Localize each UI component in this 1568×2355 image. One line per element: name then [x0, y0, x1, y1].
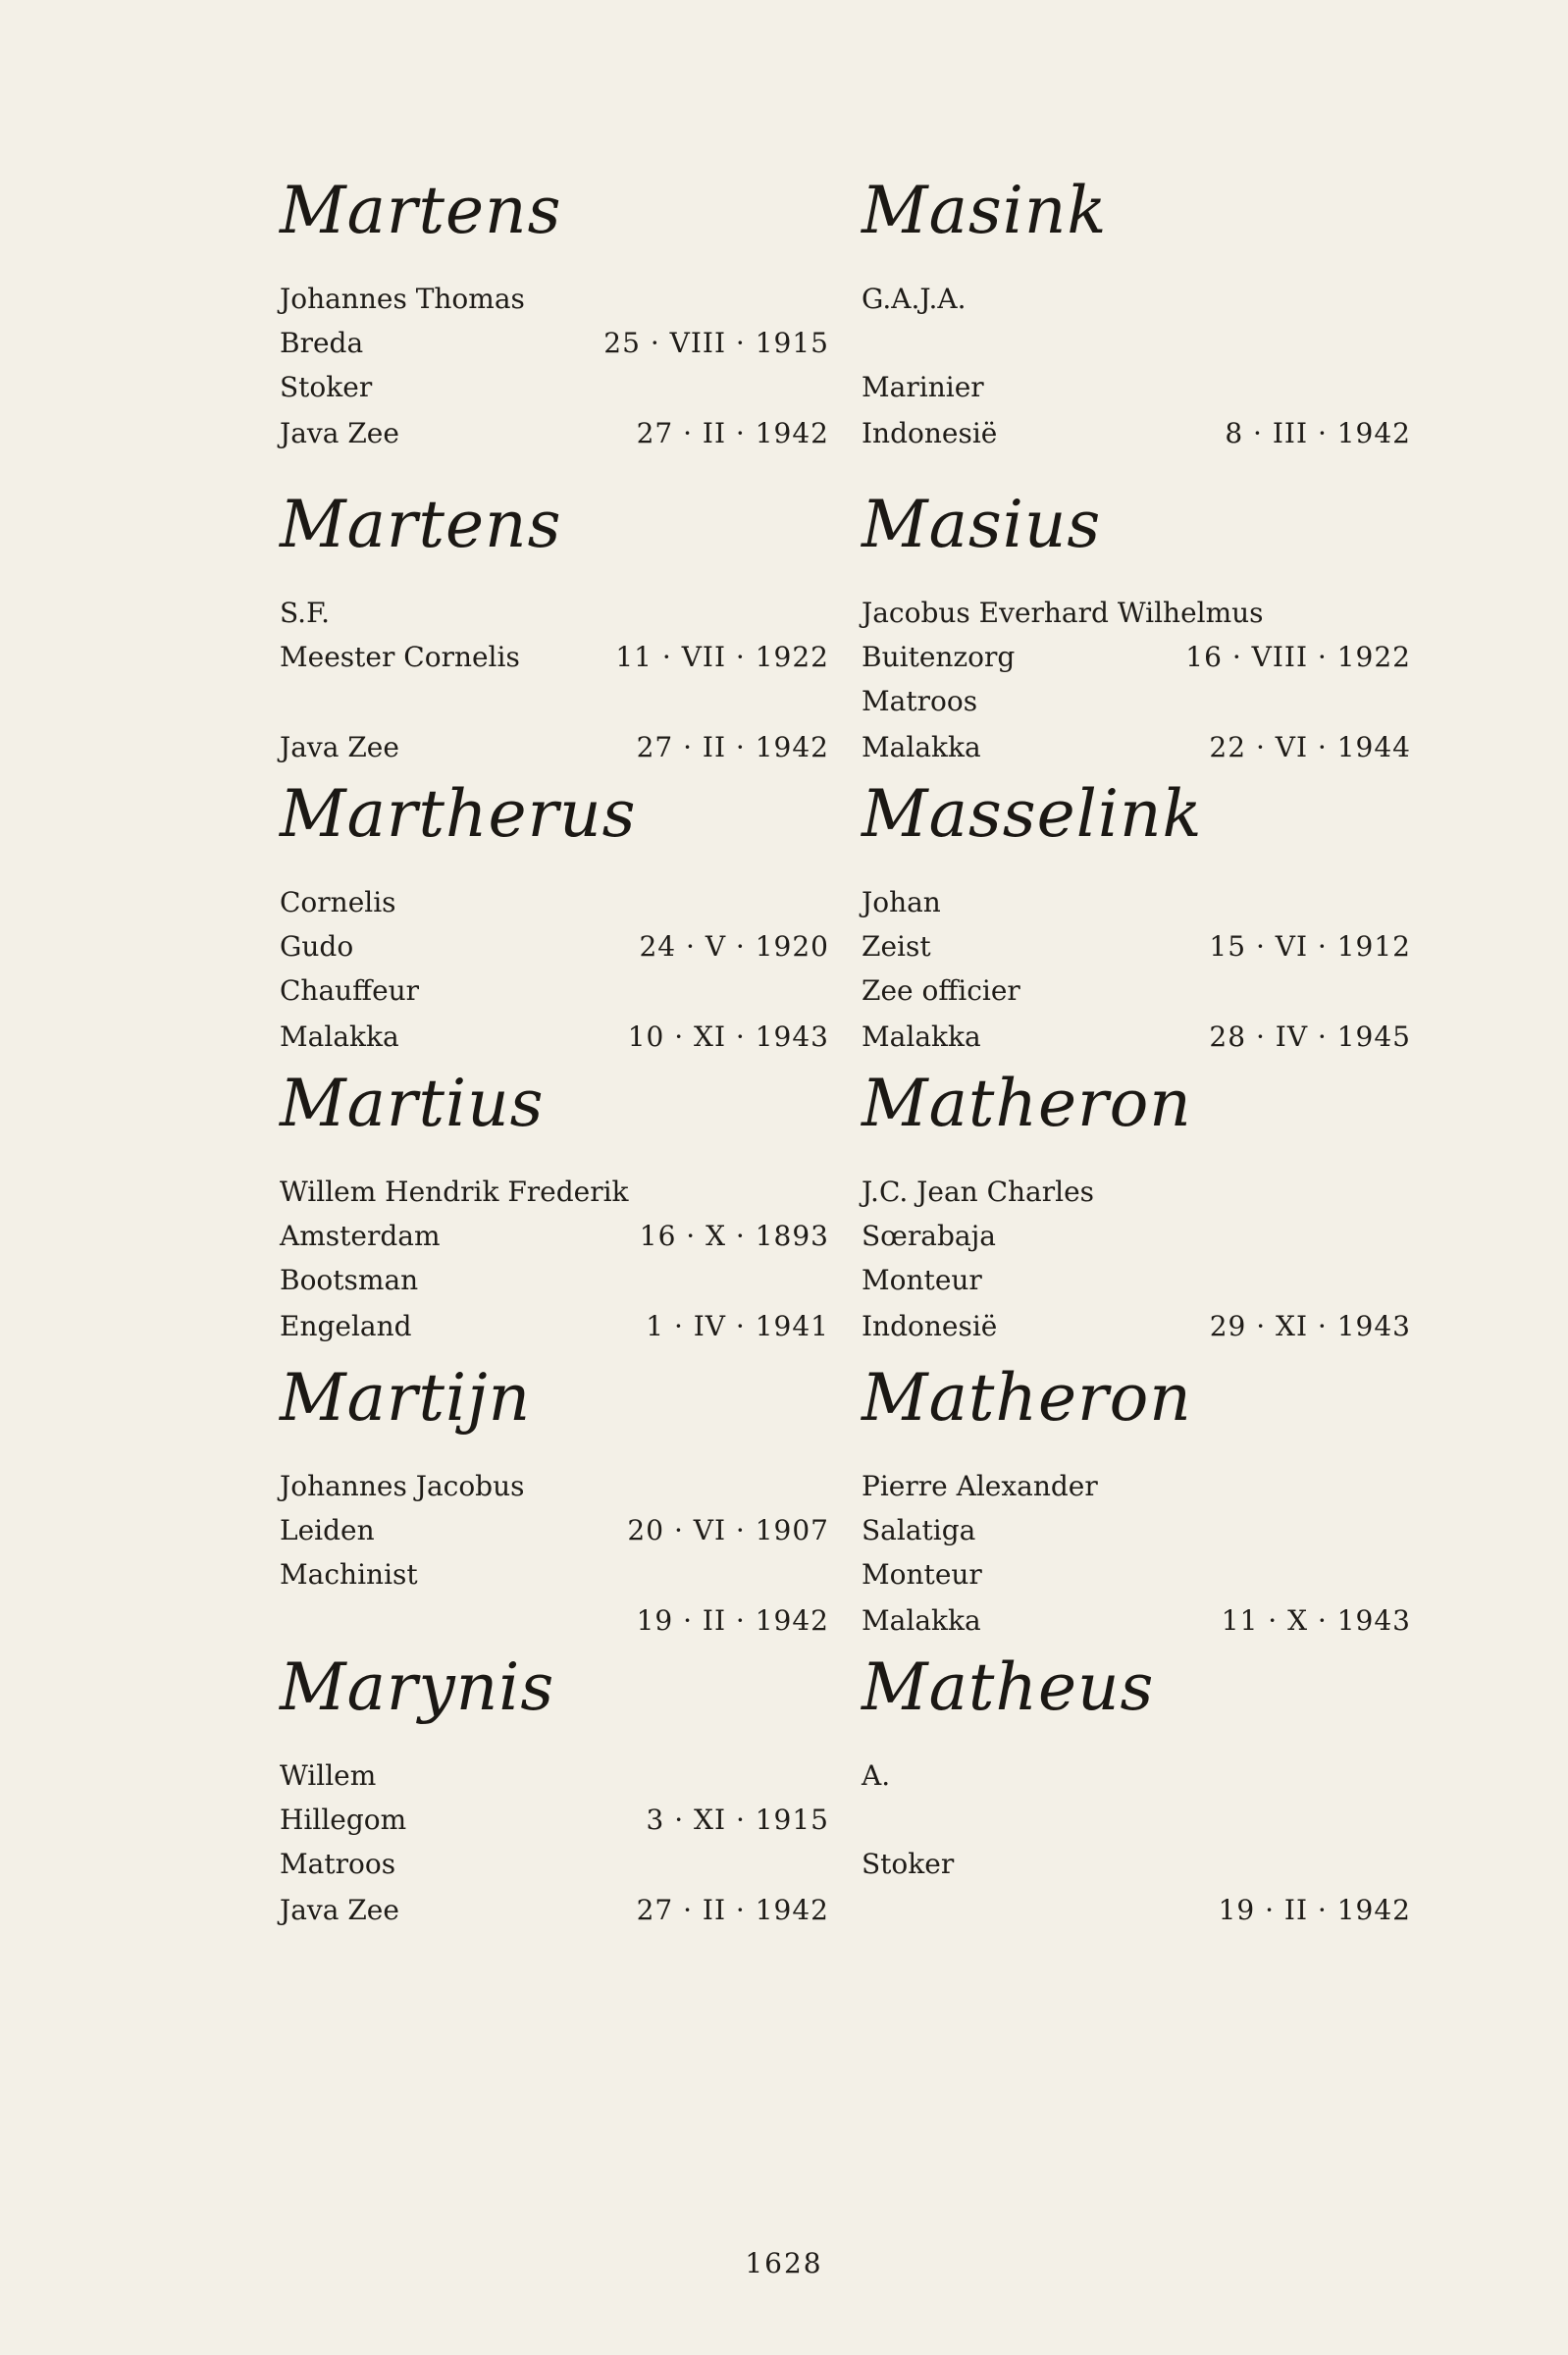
- entry-line: [862, 1217, 1411, 1256]
- entry-line: [862, 638, 1411, 677]
- register-entry: [280, 1050, 829, 1344]
- entry-line: [862, 883, 1411, 922]
- entry-line-text: Leiden: [280, 1514, 375, 1546]
- entry-line-text: Monteur: [862, 1264, 982, 1296]
- entry-line: [280, 1756, 829, 1796]
- entry-line-text: Machinist: [280, 1558, 418, 1591]
- entry-line: [862, 324, 1411, 363]
- entry-line: [862, 971, 1411, 1011]
- register-entry: [280, 157, 829, 451]
- entry-line-date: 19 · II · 1942: [636, 1604, 829, 1637]
- entry-line: [280, 971, 829, 1011]
- entry-line-text: Chauffeur: [280, 974, 420, 1007]
- entry-line: [280, 1845, 829, 1884]
- entry-line: [280, 682, 829, 721]
- entry-line-text: Marinier: [862, 371, 984, 403]
- entry-line-text: Amsterdam: [280, 1220, 441, 1252]
- entry-line-text: Bootsman: [280, 1264, 419, 1296]
- entry-line-date: 11 · VII · 1922: [615, 641, 829, 673]
- entry-line-text: Gudo: [280, 930, 354, 963]
- entry-surname: Matheron: [862, 1066, 1192, 1141]
- entry-line: [280, 414, 829, 453]
- entry-line-text: Zeist: [862, 930, 931, 963]
- entry-line: [280, 638, 829, 677]
- entry-surname: Masius: [862, 487, 1102, 562]
- entry-surname: Matheron: [862, 1360, 1192, 1436]
- register-entry: [280, 1634, 829, 1928]
- entry-line-text: Hillegom: [280, 1804, 407, 1836]
- entry-line: [862, 368, 1411, 407]
- entry-line-text: Matroos: [862, 685, 978, 717]
- entry-line: [280, 883, 829, 922]
- entry-line-text: Pierre Alexander: [862, 1470, 1098, 1502]
- entry-surname: Martens: [280, 487, 562, 562]
- entry-line-date: 8 · III · 1942: [1225, 417, 1411, 449]
- entry-line-text: Engeland: [280, 1310, 412, 1342]
- entry-line-date: 3 · XI · 1915: [646, 1804, 829, 1836]
- entry-line: [280, 1891, 829, 1930]
- entry-line-date: 27 · II · 1942: [636, 1894, 829, 1926]
- entry-line-date: 20 · VI · 1907: [627, 1514, 829, 1546]
- entry-line: [280, 927, 829, 967]
- entry-line: [280, 1261, 829, 1300]
- entry-line-date: 10 · XI · 1943: [627, 1020, 829, 1053]
- entry-surname: Masink: [862, 173, 1108, 248]
- entry-line-text: Buitenzorg: [862, 641, 1016, 673]
- entry-line-text: Stoker: [280, 371, 373, 403]
- entry-line-text: Willem: [280, 1759, 377, 1792]
- entry-line-text: Sœrabaja: [862, 1220, 996, 1252]
- entry-line: [862, 1801, 1411, 1840]
- entry-line-date: 29 · XI · 1943: [1209, 1310, 1411, 1342]
- entry-surname: Martherus: [280, 776, 637, 852]
- entry-line: [862, 1467, 1411, 1506]
- entry-line-text: Salatiga: [862, 1514, 976, 1546]
- entry-line-text: Meester Cornelis: [280, 641, 520, 673]
- register-entry: [862, 1634, 1411, 1928]
- entry-line: [862, 1307, 1411, 1346]
- entry-line-date: 22 · VI · 1944: [1209, 731, 1411, 763]
- entry-line: [862, 1845, 1411, 1884]
- entry-line: [280, 1173, 829, 1212]
- entry-line-date: 1 · IV · 1941: [646, 1310, 829, 1342]
- entry-surname: Martius: [280, 1066, 545, 1141]
- entry-line-text: Malakka: [862, 731, 981, 763]
- entry-line-text: Indonesië: [862, 1310, 998, 1342]
- entry-line-text: J.C. Jean Charles: [862, 1176, 1095, 1208]
- entry-line-text: Java Zee: [280, 731, 399, 763]
- entry-line-date: 28 · IV · 1945: [1209, 1020, 1411, 1053]
- entry-line: [862, 682, 1411, 721]
- entry-line-text: Java Zee: [280, 1894, 399, 1926]
- entry-line-date: 16 · X · 1893: [639, 1220, 829, 1252]
- entry-line: [280, 280, 829, 319]
- entry-line-text: Malakka: [862, 1604, 981, 1637]
- entry-line-text: A.: [862, 1759, 891, 1792]
- entry-surname: Matheus: [862, 1649, 1155, 1725]
- entry-line-text: S.F.: [280, 597, 331, 629]
- register-entry: [862, 471, 1411, 765]
- entry-line-text: Willem Hendrik Frederik: [280, 1176, 629, 1208]
- entry-line-text: Malakka: [280, 1020, 399, 1053]
- entry-line-date: 16 · VIII · 1922: [1185, 641, 1411, 673]
- entry-line: [862, 414, 1411, 453]
- entry-line: [280, 1511, 829, 1550]
- register-entry: [280, 760, 829, 1055]
- entry-line: [280, 1801, 829, 1840]
- register-entry: [280, 471, 829, 765]
- entry-line: [280, 1555, 829, 1595]
- entry-line-date: 27 · II · 1942: [636, 731, 829, 763]
- entry-line-date: 11 · X · 1943: [1221, 1604, 1411, 1637]
- entry-line: [862, 1261, 1411, 1300]
- entry-surname: Martens: [280, 173, 562, 248]
- entry-line-text: Indonesië: [862, 417, 998, 449]
- entry-line-text: G.A.J.A.: [862, 283, 967, 315]
- entry-line-text: Malakka: [862, 1020, 981, 1053]
- register-entry: [862, 760, 1411, 1055]
- entry-line: [862, 1511, 1411, 1550]
- entry-line-text: Johannes Thomas: [280, 283, 525, 315]
- entry-line-date: 25 · VIII · 1915: [603, 327, 829, 359]
- entry-line-text: Matroos: [280, 1848, 396, 1880]
- register-entry: [280, 1344, 829, 1639]
- entry-line-date: 19 · II · 1942: [1218, 1894, 1411, 1926]
- entry-line-text: Jacobus Everhard Wilhelmus: [862, 597, 1264, 629]
- entry-line: [862, 1756, 1411, 1796]
- entry-line: [280, 1307, 829, 1346]
- entry-line: [280, 368, 829, 407]
- entry-surname: Marynis: [280, 1649, 555, 1725]
- entry-line-text: Stoker: [862, 1848, 955, 1880]
- entry-line-text: Zee officier: [862, 974, 1020, 1007]
- entry-line: [862, 594, 1411, 633]
- entry-line: [862, 280, 1411, 319]
- entry-line: [862, 1891, 1411, 1930]
- entry-line-text: Johannes Jacobus: [280, 1470, 525, 1502]
- entry-line-text: Monteur: [862, 1558, 982, 1591]
- entry-line-text: Breda: [280, 327, 364, 359]
- register-entry: [862, 1050, 1411, 1344]
- entry-line: [280, 1217, 829, 1256]
- entry-line-text: Johan: [862, 886, 941, 918]
- entry-line: [862, 1173, 1411, 1212]
- entry-line-text: Java Zee: [280, 417, 399, 449]
- register-entry: [862, 1344, 1411, 1639]
- entry-line: [280, 594, 829, 633]
- entry-line: [280, 1467, 829, 1506]
- entry-line-date: 27 · II · 1942: [636, 417, 829, 449]
- register-entry: [862, 157, 1411, 451]
- entry-line-text: Cornelis: [280, 886, 396, 918]
- entry-line: [280, 324, 829, 363]
- entry-line: [862, 927, 1411, 967]
- entry-surname: Martijn: [280, 1360, 532, 1436]
- entry-line: [862, 1555, 1411, 1595]
- page-number: 1628: [745, 2247, 823, 2279]
- entry-line-date: 24 · V · 1920: [639, 930, 829, 963]
- entry-surname: Masselink: [862, 776, 1203, 852]
- entry-line-date: 15 · VI · 1912: [1209, 930, 1411, 963]
